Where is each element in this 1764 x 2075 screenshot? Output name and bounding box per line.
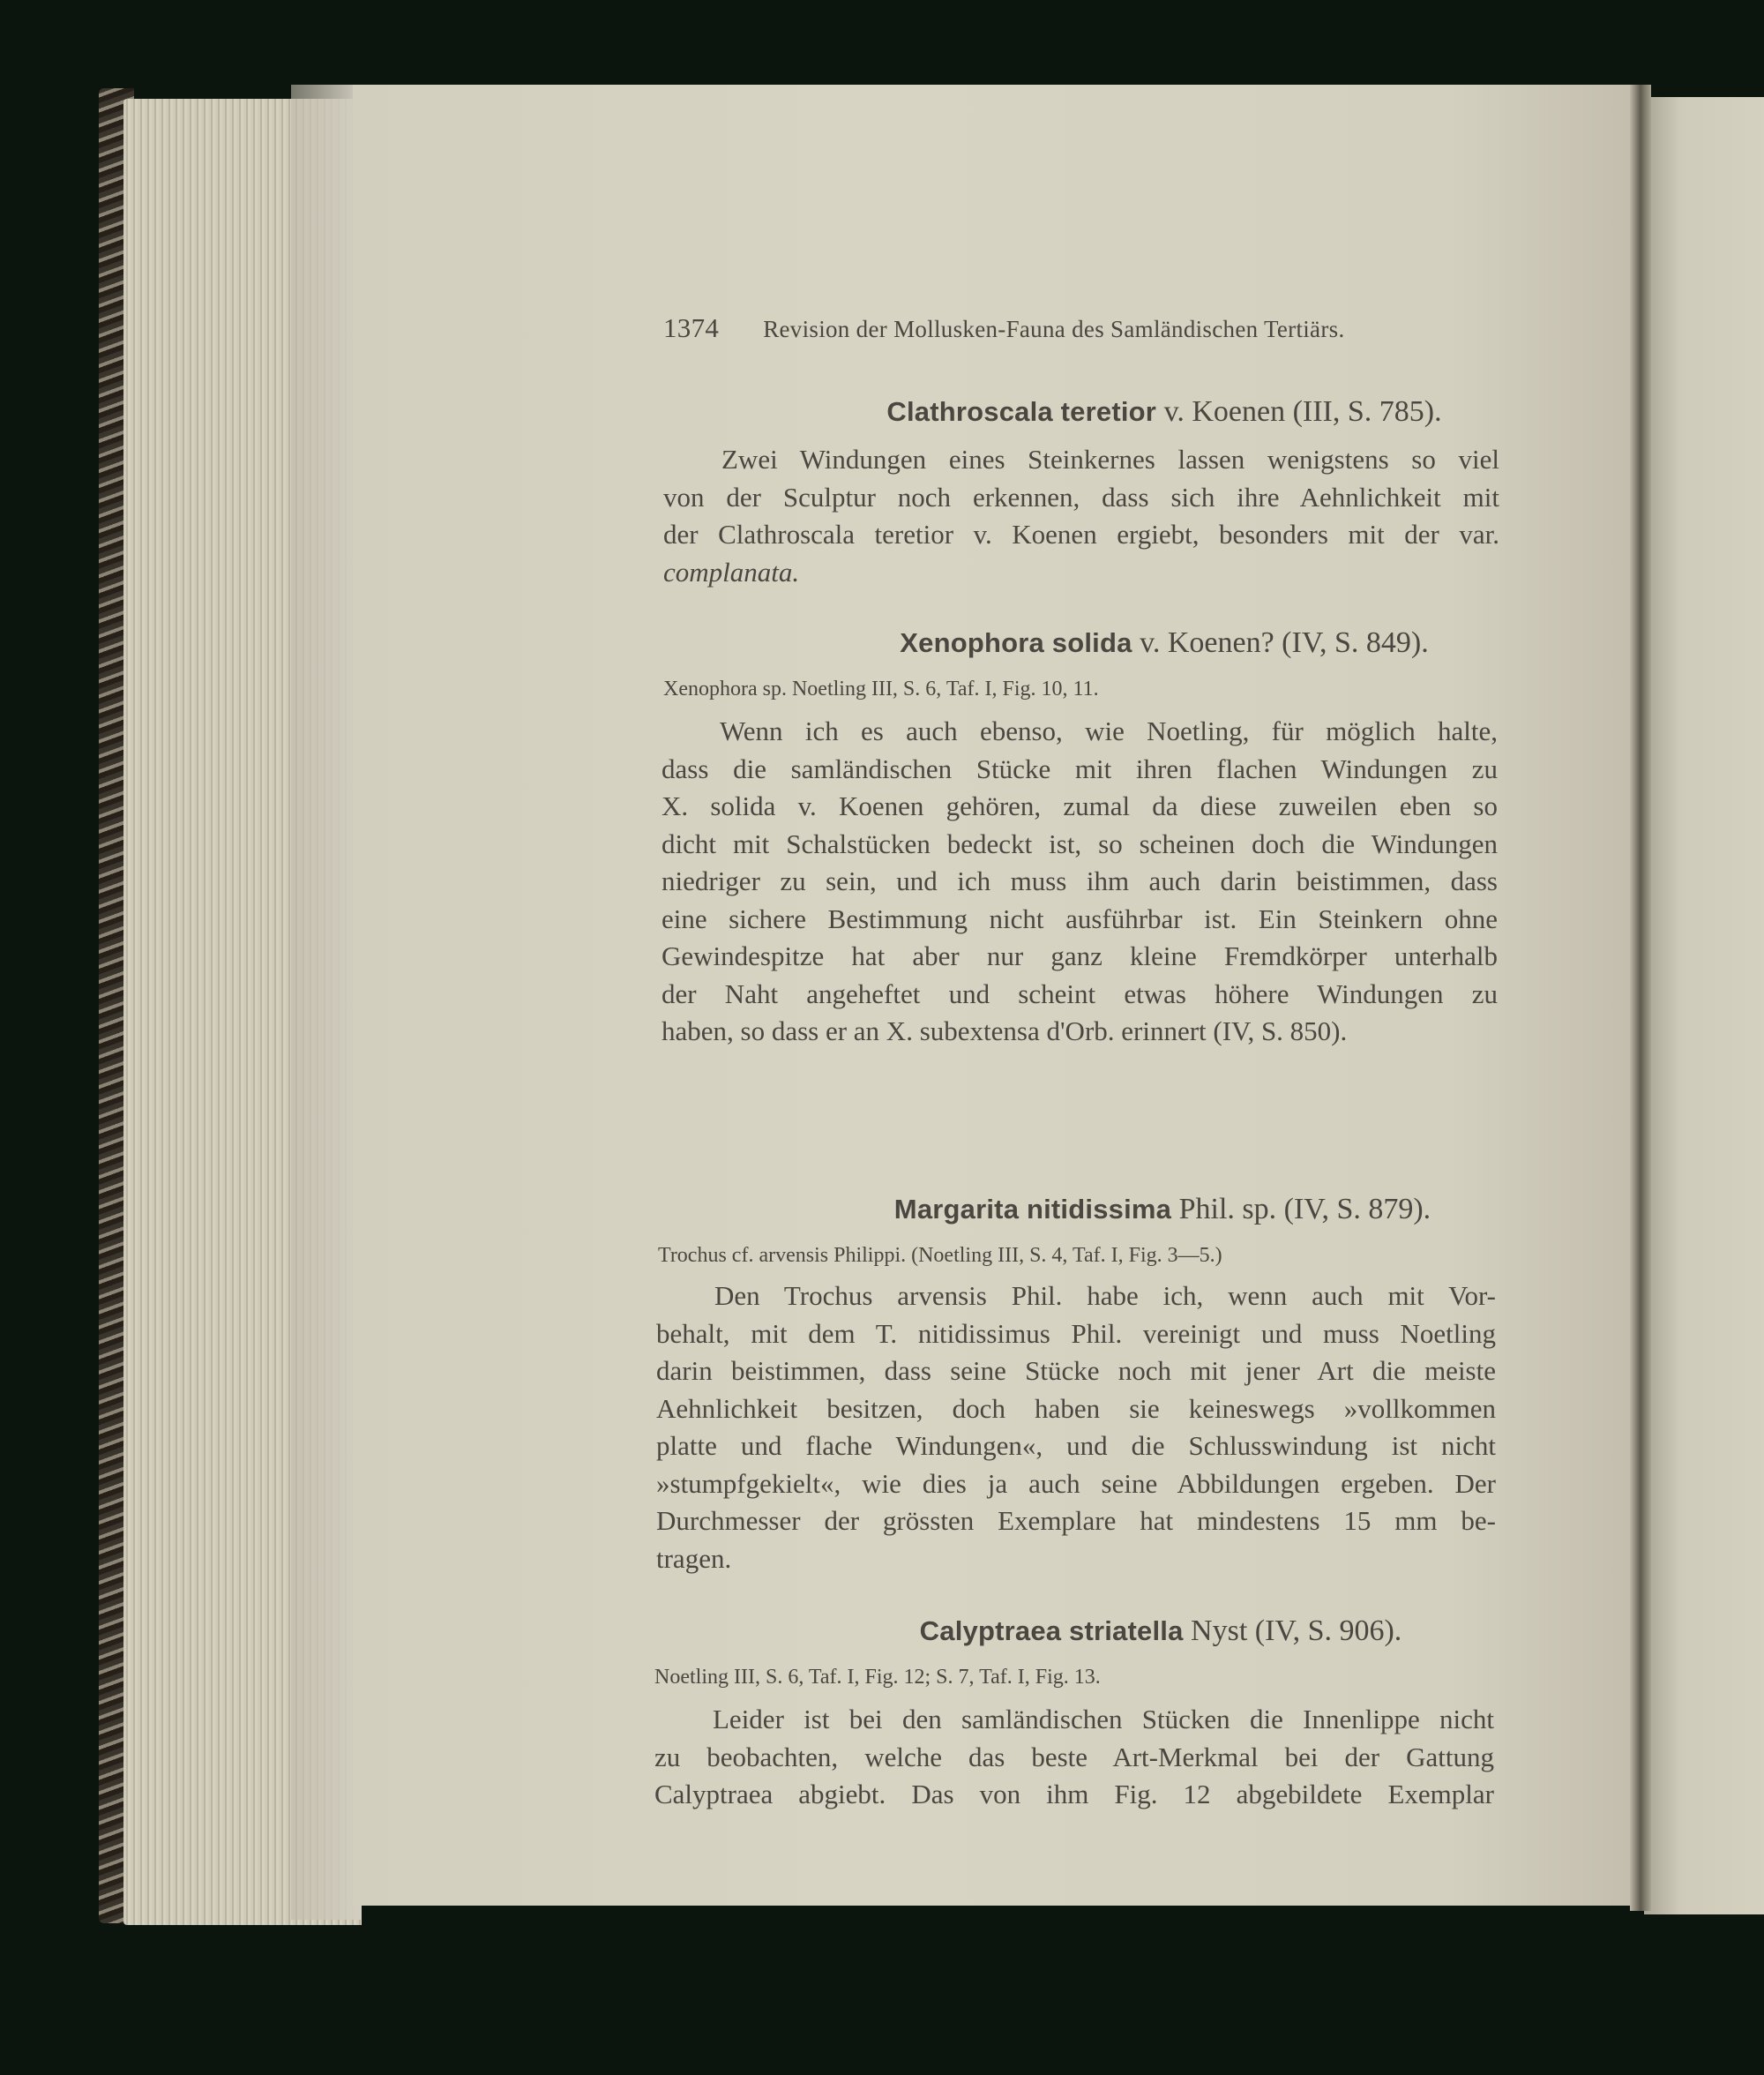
- book-gutter: [1630, 85, 1651, 1911]
- text-line: Zwei Windungen eines Steinkernes lassen wenigstens so viel: [721, 444, 1499, 475]
- text-line: tragen.: [656, 1542, 732, 1574]
- text-line: Wenn ich es auch ebenso, wie Noetling, für möglich halte,: [720, 715, 1498, 746]
- text-line: darin beistimmen, dass seine Stücke noch mit jener Art die meiste: [656, 1355, 1496, 1386]
- text-line: Leider ist bei den samländischen Stücken die Innenlippe nicht: [713, 1704, 1494, 1734]
- section-heading-calyptraea: [605, 1614, 1716, 1648]
- species-name: Xenophora solida: [900, 627, 1132, 658]
- text-line: zu beobachten, welche das beste Art-Merkmal bei der Gattung: [654, 1741, 1494, 1772]
- text-line: eine sichere Bestimmung nicht ausführbar ist. Ein Steinkern ohne: [662, 903, 1498, 934]
- species-name: Clathroscala teretior: [886, 396, 1157, 427]
- synonym-reference: Xenophora sp. Noetling III, S. 6, Taf. I, Fig. 10, 11.: [663, 678, 1099, 700]
- text-line: platte und flache Windungen«, und die Schlusswindung ist nicht: [656, 1430, 1496, 1461]
- section-heading-clathroscala: [609, 395, 1720, 429]
- species-authority: Nyst (IV, S. 906).: [1191, 1614, 1402, 1647]
- text-line: haben, so dass er an X. subextensa d'Orb. erinnert (IV, S. 850).: [662, 1015, 1348, 1046]
- text-line: Durchmesser der grössten Exemplare hat mindestens 15 mm be-: [656, 1505, 1496, 1536]
- text-line: Aehnlichkeit besitzen, doch haben sie keineswegs »vollkommen: [656, 1392, 1496, 1424]
- text-line: der Naht angeheftet und scheint etwas höhere Windungen zu: [662, 978, 1498, 1009]
- text-line: Gewindespitze hat aber nur ganz kleine Fremdkörper unterhalb: [662, 940, 1498, 971]
- running-title: Revision der Mollusken-Fauna des Samländischen Tertiärs.: [763, 316, 1345, 342]
- text-line: niedriger zu sein, und ich muss ihm auch darin beistimmen, dass: [662, 865, 1498, 896]
- page-shadow: [291, 85, 362, 1920]
- species-authority: v. Koenen (III, S. 785).: [1163, 395, 1442, 428]
- text-line: »stumpfgekielt«, wie dies ja auch seine Abbildungen ergeben. Der: [656, 1467, 1496, 1499]
- section-heading-xenophora: [609, 626, 1720, 660]
- paragraph-xenophora: [662, 713, 1498, 1051]
- text-line: behalt, mit dem T. nitidissimus Phil. vereinigt und muss Noetling: [656, 1317, 1496, 1349]
- running-head: [663, 312, 1757, 344]
- text-line: der Clathroscala teretior v. Koenen ergiebt, besonders mit der var.: [663, 519, 1499, 550]
- text-line: X. solida v. Koenen gehören, zumal da diese zuweilen eben so: [662, 790, 1498, 821]
- species-authority: v. Koenen? (IV, S. 849).: [1140, 626, 1429, 659]
- species-name: Calyptraea striatella: [919, 1615, 1184, 1646]
- synonym-reference: Trochus cf. arvensis Philippi. (Noetling III, S. 4, Taf. I, Fig. 3—5.): [658, 1244, 1222, 1267]
- species-name: Margarita nitidissima: [893, 1194, 1172, 1225]
- book-page: [353, 85, 1641, 1906]
- paragraph-clathroscala: [663, 441, 1499, 591]
- page-number: 1374: [663, 312, 720, 343]
- section-heading-margarita: [607, 1193, 1718, 1226]
- text-line: von der Sculptur noch erkennen, dass sich ihre Aehnlichkeit mit: [663, 481, 1499, 513]
- paragraph-margarita: [656, 1277, 1496, 1577]
- text-line: complanata.: [663, 556, 800, 588]
- text-line: Den Trochus arvensis Phil. habe ich, wenn auch mit Vor-: [714, 1280, 1496, 1311]
- species-authority: Phil. sp. (IV, S. 879).: [1178, 1193, 1431, 1225]
- text-line: dass die samländischen Stücke mit ihren flachen Windungen zu: [662, 753, 1498, 784]
- paragraph-calyptraea: [654, 1701, 1494, 1814]
- synonym-reference: Noetling III, S. 6, Taf. I, Fig. 12; S. 7, Taf. I, Fig. 13.: [654, 1666, 1101, 1689]
- text-line: dicht mit Schalstücken bedeckt ist, so scheinen doch die Windungen: [662, 828, 1498, 859]
- text-line: Calyptraea abgiebt. Das von ihm Fig. 12 abgebildete Exemplar: [654, 1779, 1494, 1809]
